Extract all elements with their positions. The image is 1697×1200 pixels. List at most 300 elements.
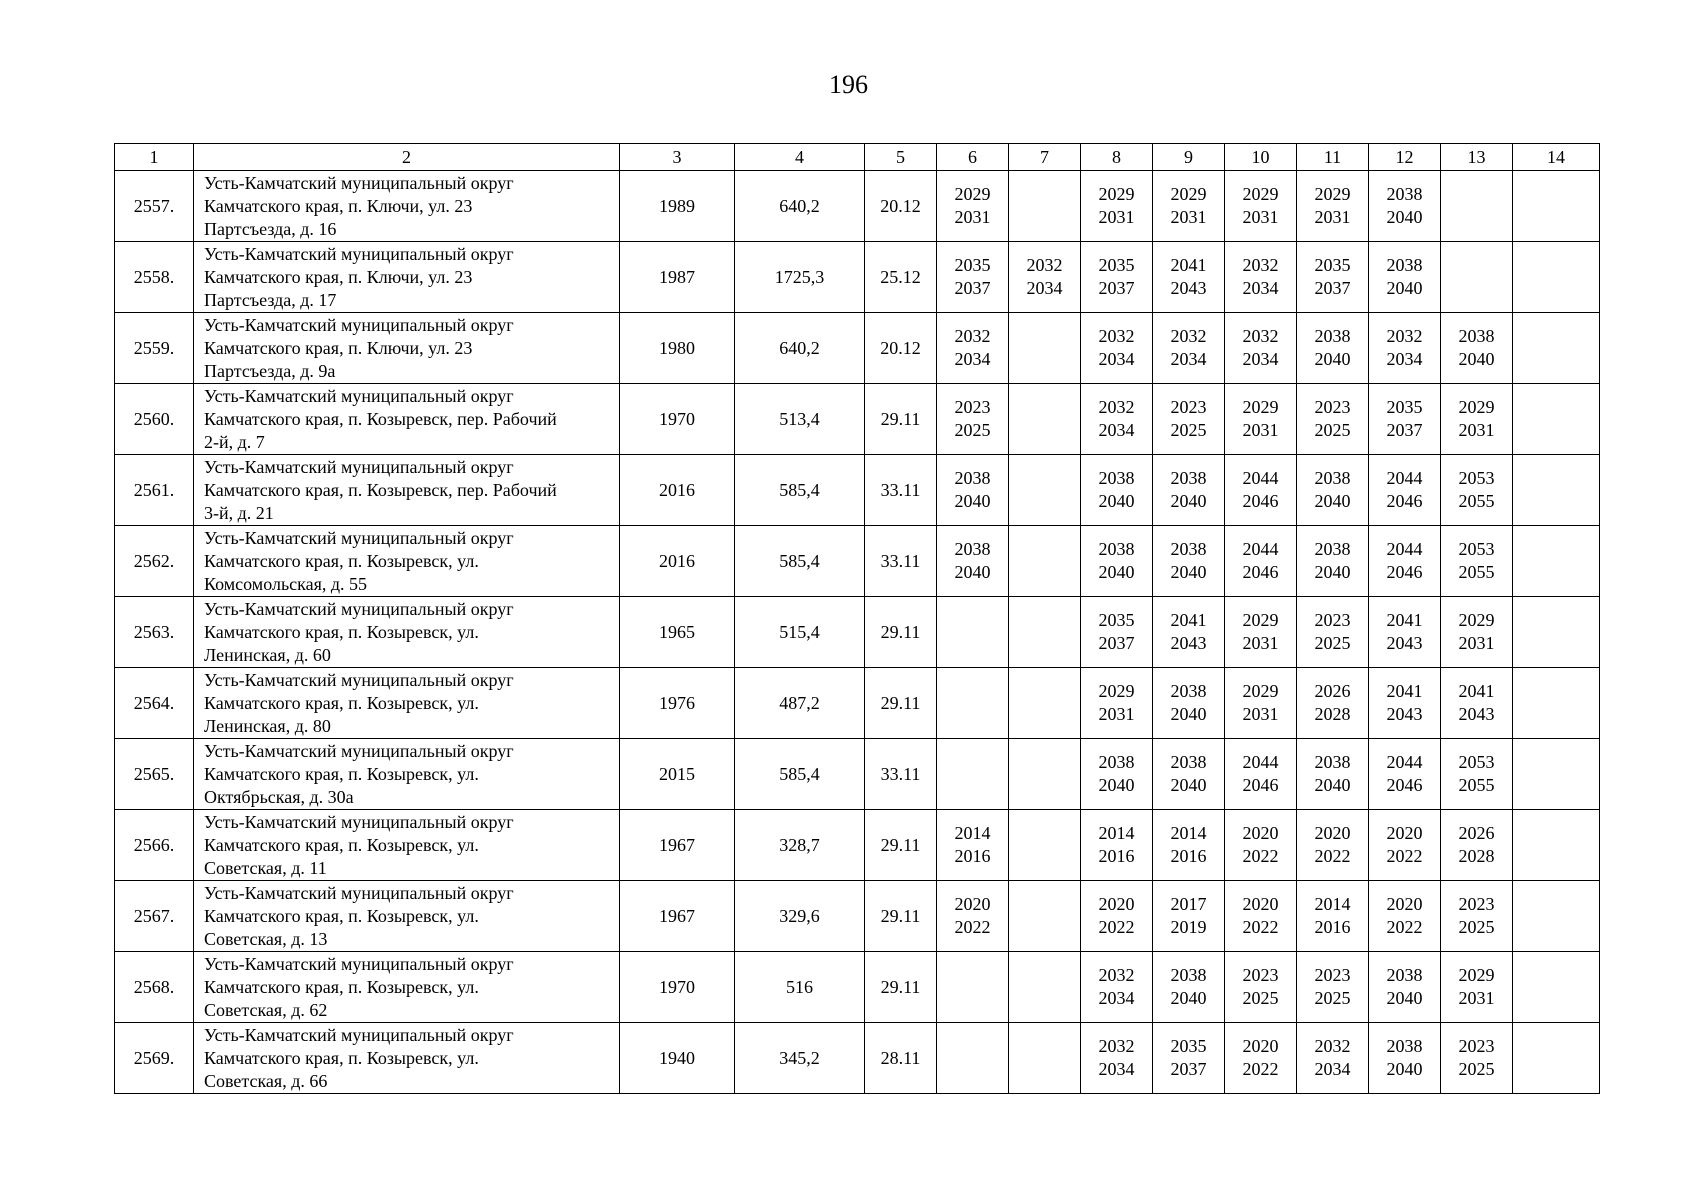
period-start-year: 2032 — [1170, 326, 1207, 346]
period-end-year: 2022 — [954, 917, 991, 937]
period-start-year: 2029 — [1170, 184, 1207, 204]
period-cell-col-9 — [1153, 384, 1225, 455]
period-start-year: 2038 — [1314, 468, 1351, 488]
table-row — [115, 881, 1600, 952]
period-cell-col-11 — [1297, 526, 1369, 597]
row-number-cell: 2567. — [115, 881, 194, 952]
column-header-11: 11 — [1297, 144, 1369, 171]
address-line: Усть-Камчатский муниципальный округ — [204, 1024, 514, 1045]
area-cell: 585,4 — [735, 526, 865, 597]
area-cell: 585,4 — [735, 739, 865, 810]
period-cell-col-9 — [1153, 952, 1225, 1023]
code-cell: 20.12 — [865, 313, 937, 384]
code-cell: 33.11 — [865, 455, 937, 526]
period-end-year: 2025 — [1458, 1059, 1495, 1079]
period-cell-col-6 — [937, 455, 1009, 526]
period-cell-col-12 — [1369, 952, 1441, 1023]
period-cell-col-11 — [1297, 739, 1369, 810]
period-end-year: 2034 — [1098, 988, 1135, 1008]
code-cell: 29.11 — [865, 810, 937, 881]
code-cell: 20.12 — [865, 171, 937, 242]
period-start-year: 2023 — [1458, 894, 1495, 914]
period-cell-col-12 — [1369, 810, 1441, 881]
period-cell-col-13 — [1441, 597, 1513, 668]
period-start-year: 2026 — [1314, 681, 1351, 701]
period-cell-col-7 — [1009, 384, 1081, 455]
period-end-year: 2022 — [1242, 917, 1279, 937]
period-start-year: 2014 — [1098, 823, 1135, 843]
area-cell: 640,2 — [735, 313, 865, 384]
code-cell: 29.11 — [865, 668, 937, 739]
period-start-year: 2041 — [1170, 610, 1207, 630]
period-start-year: 2038 — [1458, 326, 1495, 346]
period-end-year: 2034 — [1314, 1059, 1351, 1079]
period-cell-col-8 — [1081, 739, 1153, 810]
period-end-year: 2028 — [1314, 704, 1351, 724]
period-end-year: 2040 — [1170, 704, 1207, 724]
table-row — [115, 242, 1600, 313]
period-end-year: 2034 — [1242, 278, 1279, 298]
period-end-year: 2040 — [954, 562, 991, 582]
period-end-year: 2019 — [1170, 917, 1207, 937]
period-cell-col-12 — [1369, 384, 1441, 455]
period-cell-col-14 — [1513, 597, 1600, 668]
address-cell — [194, 242, 620, 313]
address-line: Усть-Камчатский муниципальный округ — [204, 598, 514, 619]
area-cell: 640,2 — [735, 171, 865, 242]
code-cell: 29.11 — [865, 597, 937, 668]
period-cell-col-6 — [937, 739, 1009, 810]
period-end-year: 2025 — [1314, 420, 1351, 440]
build-year-cell: 2015 — [620, 739, 735, 810]
period-cell-col-12 — [1369, 597, 1441, 668]
period-cell-col-13 — [1441, 384, 1513, 455]
address-line: Усть-Камчатский муниципальный округ — [204, 953, 514, 974]
period-end-year: 2037 — [1386, 420, 1423, 440]
period-start-year: 2020 — [1098, 894, 1135, 914]
period-cell-col-11 — [1297, 171, 1369, 242]
period-cell-col-6 — [937, 810, 1009, 881]
address-line: Камчатского края, п. Ключи, ул. 23 — [204, 195, 473, 216]
period-cell-col-10 — [1225, 1023, 1297, 1094]
period-start-year: 2041 — [1386, 610, 1423, 630]
column-header-2: 2 — [194, 144, 620, 171]
period-cell-col-14 — [1513, 1023, 1600, 1094]
table-row — [115, 455, 1600, 526]
period-end-year: 2031 — [954, 207, 991, 227]
period-end-year: 2043 — [1170, 633, 1207, 653]
period-cell-col-10 — [1225, 810, 1297, 881]
period-cell-col-8 — [1081, 1023, 1153, 1094]
address-cell — [194, 739, 620, 810]
period-start-year: 2038 — [1170, 468, 1207, 488]
period-cell-col-11 — [1297, 384, 1369, 455]
period-cell-col-14 — [1513, 455, 1600, 526]
period-cell-col-12 — [1369, 668, 1441, 739]
period-end-year: 2046 — [1242, 491, 1279, 511]
period-end-year: 2046 — [1242, 775, 1279, 795]
period-cell-col-8 — [1081, 242, 1153, 313]
period-start-year: 2032 — [1098, 326, 1135, 346]
address-line: Камчатского края, п. Козыревск, ул. — [204, 692, 479, 713]
period-start-year: 2032 — [1098, 1036, 1135, 1056]
period-start-year: 2044 — [1386, 752, 1423, 772]
period-cell-col-14 — [1513, 668, 1600, 739]
table-row — [115, 668, 1600, 739]
address-line: Советская, д. 62 — [204, 999, 328, 1020]
period-cell-col-13 — [1441, 455, 1513, 526]
row-number-cell: 2557. — [115, 171, 194, 242]
period-cell-col-9 — [1153, 597, 1225, 668]
period-cell-col-12 — [1369, 881, 1441, 952]
row-number-cell: 2569. — [115, 1023, 194, 1094]
period-end-year: 2016 — [1170, 846, 1207, 866]
period-end-year: 2022 — [1386, 917, 1423, 937]
address-line: Усть-Камчатский муниципальный округ — [204, 243, 514, 264]
table-row — [115, 952, 1600, 1023]
row-number-cell: 2568. — [115, 952, 194, 1023]
period-cell-col-9 — [1153, 313, 1225, 384]
period-cell-col-10 — [1225, 597, 1297, 668]
period-start-year: 2023 — [954, 397, 991, 417]
period-cell-col-11 — [1297, 597, 1369, 668]
period-cell-col-10 — [1225, 526, 1297, 597]
period-cell-col-13 — [1441, 242, 1513, 313]
period-start-year: 2020 — [1242, 823, 1279, 843]
period-end-year: 2031 — [1242, 704, 1279, 724]
period-start-year: 2038 — [1314, 539, 1351, 559]
period-end-year: 2016 — [1098, 846, 1135, 866]
period-end-year: 2037 — [1314, 278, 1351, 298]
period-cell-col-14 — [1513, 810, 1600, 881]
table-row — [115, 171, 1600, 242]
period-cell-col-7 — [1009, 881, 1081, 952]
address-line: Камчатского края, п. Козыревск, ул. — [204, 621, 479, 642]
address-line: Усть-Камчатский муниципальный округ — [204, 456, 514, 477]
address-line: Партсъезда, д. 9а — [204, 360, 336, 381]
period-cell-col-12 — [1369, 455, 1441, 526]
table-row — [115, 526, 1600, 597]
address-line: Комсомольская, д. 55 — [204, 573, 368, 594]
period-end-year: 2025 — [1314, 988, 1351, 1008]
period-cell-col-11 — [1297, 242, 1369, 313]
area-cell: 513,4 — [735, 384, 865, 455]
build-year-cell: 1987 — [620, 242, 735, 313]
address-line: Партсъезда, д. 17 — [204, 289, 337, 310]
period-cell-col-13 — [1441, 1023, 1513, 1094]
code-cell: 33.11 — [865, 526, 937, 597]
period-end-year: 2040 — [1170, 988, 1207, 1008]
address-cell — [194, 455, 620, 526]
period-start-year: 2038 — [1386, 184, 1423, 204]
column-number-header-row — [115, 144, 1600, 171]
period-end-year: 2040 — [1314, 491, 1351, 511]
period-cell-col-10 — [1225, 242, 1297, 313]
period-start-year: 2044 — [1242, 539, 1279, 559]
period-cell-col-6 — [937, 668, 1009, 739]
period-cell-col-7 — [1009, 313, 1081, 384]
period-end-year: 2031 — [1242, 207, 1279, 227]
period-cell-col-9 — [1153, 810, 1225, 881]
period-start-year: 2032 — [1386, 326, 1423, 346]
period-start-year: 2014 — [954, 823, 991, 843]
address-cell — [194, 384, 620, 455]
address-cell — [194, 171, 620, 242]
period-cell-col-6 — [937, 242, 1009, 313]
period-end-year: 2040 — [1098, 491, 1135, 511]
address-line: Усть-Камчатский муниципальный округ — [204, 172, 514, 193]
period-cell-col-7 — [1009, 526, 1081, 597]
build-year-cell: 1965 — [620, 597, 735, 668]
period-cell-col-11 — [1297, 668, 1369, 739]
period-start-year: 2014 — [1314, 894, 1351, 914]
period-end-year: 2034 — [1242, 349, 1279, 369]
address-line: Усть-Камчатский муниципальный округ — [204, 314, 514, 335]
address-line: Усть-Камчатский муниципальный округ — [204, 385, 514, 406]
row-number-cell: 2563. — [115, 597, 194, 668]
period-start-year: 2044 — [1386, 468, 1423, 488]
period-end-year: 2037 — [1098, 278, 1135, 298]
period-cell-col-13 — [1441, 171, 1513, 242]
period-start-year: 2029 — [1242, 184, 1279, 204]
period-cell-col-7 — [1009, 171, 1081, 242]
address-line: Советская, д. 11 — [204, 857, 327, 878]
period-cell-col-8 — [1081, 810, 1153, 881]
row-number-cell: 2566. — [115, 810, 194, 881]
address-line: 2-й, д. 7 — [204, 431, 265, 452]
period-end-year: 2028 — [1458, 846, 1495, 866]
period-cell-col-11 — [1297, 455, 1369, 526]
period-cell-col-11 — [1297, 313, 1369, 384]
period-cell-col-8 — [1081, 881, 1153, 952]
period-end-year: 2040 — [1386, 988, 1423, 1008]
area-cell: 329,6 — [735, 881, 865, 952]
period-end-year: 2022 — [1314, 846, 1351, 866]
period-start-year: 2029 — [954, 184, 991, 204]
address-line: Камчатского края, п. Козыревск, ул. — [204, 905, 479, 926]
period-cell-col-13 — [1441, 313, 1513, 384]
period-cell-col-13 — [1441, 952, 1513, 1023]
period-cell-col-6 — [937, 313, 1009, 384]
period-cell-col-8 — [1081, 668, 1153, 739]
area-cell: 515,4 — [735, 597, 865, 668]
period-start-year: 2020 — [1242, 1036, 1279, 1056]
address-line: Камчатского края, п. Козыревск, пер. Рабочий — [204, 479, 557, 500]
period-end-year: 2016 — [954, 846, 991, 866]
period-end-year: 2037 — [954, 278, 991, 298]
period-start-year: 2029 — [1098, 184, 1135, 204]
period-end-year: 2025 — [1458, 917, 1495, 937]
table-row — [115, 810, 1600, 881]
period-cell-col-8 — [1081, 526, 1153, 597]
address-line: Советская, д. 66 — [204, 1070, 328, 1091]
period-end-year: 2040 — [1386, 1059, 1423, 1079]
period-cell-col-11 — [1297, 952, 1369, 1023]
period-cell-col-11 — [1297, 810, 1369, 881]
period-cell-col-6 — [937, 881, 1009, 952]
period-cell-col-7 — [1009, 952, 1081, 1023]
period-cell-col-14 — [1513, 739, 1600, 810]
period-cell-col-13 — [1441, 881, 1513, 952]
period-cell-col-6 — [937, 384, 1009, 455]
column-header-1: 1 — [115, 144, 194, 171]
row-number-cell: 2565. — [115, 739, 194, 810]
period-start-year: 2053 — [1458, 752, 1495, 772]
address-line: 3-й, д. 21 — [204, 502, 274, 523]
period-start-year: 2041 — [1170, 255, 1207, 275]
period-end-year: 2031 — [1098, 207, 1135, 227]
address-cell — [194, 952, 620, 1023]
period-end-year: 2055 — [1458, 562, 1495, 582]
address-line: Ленинская, д. 80 — [204, 715, 331, 736]
period-end-year: 2025 — [1314, 633, 1351, 653]
period-start-year: 2029 — [1242, 397, 1279, 417]
period-end-year: 2040 — [1170, 775, 1207, 795]
period-cell-col-8 — [1081, 597, 1153, 668]
build-year-cell: 1970 — [620, 384, 735, 455]
address-line: Камчатского края, п. Козыревск, ул. — [204, 1047, 479, 1068]
period-end-year: 2031 — [1458, 420, 1495, 440]
build-year-cell: 1940 — [620, 1023, 735, 1094]
table-row — [115, 1023, 1600, 1094]
address-cell — [194, 668, 620, 739]
period-cell-col-6 — [937, 1023, 1009, 1094]
period-start-year: 2035 — [1098, 255, 1135, 275]
period-start-year: 2038 — [954, 468, 991, 488]
address-line: Камчатского края, п. Ключи, ул. 23 — [204, 337, 473, 358]
period-start-year: 2038 — [1170, 965, 1207, 985]
period-start-year: 2032 — [1098, 965, 1135, 985]
period-end-year: 2031 — [1314, 207, 1351, 227]
row-number-cell: 2560. — [115, 384, 194, 455]
address-line: Усть-Камчатский муниципальный округ — [204, 669, 514, 690]
area-cell: 328,7 — [735, 810, 865, 881]
table-row — [115, 597, 1600, 668]
period-start-year: 2044 — [1242, 752, 1279, 772]
row-number-cell: 2558. — [115, 242, 194, 313]
period-start-year: 2023 — [1314, 965, 1351, 985]
period-start-year: 2029 — [1458, 397, 1495, 417]
period-cell-col-14 — [1513, 242, 1600, 313]
row-number-cell: 2561. — [115, 455, 194, 526]
period-cell-col-8 — [1081, 313, 1153, 384]
period-cell-col-10 — [1225, 171, 1297, 242]
period-cell-col-9 — [1153, 526, 1225, 597]
build-year-cell: 1980 — [620, 313, 735, 384]
build-year-cell: 1967 — [620, 881, 735, 952]
period-start-year: 2038 — [1386, 965, 1423, 985]
period-end-year: 2034 — [954, 349, 991, 369]
period-cell-col-12 — [1369, 313, 1441, 384]
code-cell: 28.11 — [865, 1023, 937, 1094]
period-cell-col-14 — [1513, 881, 1600, 952]
period-end-year: 2022 — [1386, 846, 1423, 866]
code-cell: 33.11 — [865, 739, 937, 810]
column-header-6: 6 — [937, 144, 1009, 171]
period-end-year: 2040 — [954, 491, 991, 511]
period-start-year: 2017 — [1170, 894, 1207, 914]
period-cell-col-11 — [1297, 1023, 1369, 1094]
column-header-4: 4 — [735, 144, 865, 171]
period-end-year: 2034 — [1170, 349, 1207, 369]
address-line: Октябрьская, д. 30а — [204, 786, 354, 807]
period-start-year: 2029 — [1458, 610, 1495, 630]
build-year-cell: 2016 — [620, 526, 735, 597]
address-cell — [194, 1023, 620, 1094]
period-start-year: 2038 — [1386, 1036, 1423, 1056]
area-cell: 585,4 — [735, 455, 865, 526]
period-end-year: 2055 — [1458, 775, 1495, 795]
address-line: Камчатского края, п. Ключи, ул. 23 — [204, 266, 473, 287]
period-start-year: 2053 — [1458, 468, 1495, 488]
period-start-year: 2032 — [1242, 255, 1279, 275]
period-cell-col-7 — [1009, 810, 1081, 881]
column-header-10: 10 — [1225, 144, 1297, 171]
area-cell: 345,2 — [735, 1023, 865, 1094]
address-line: Усть-Камчатский муниципальный округ — [204, 740, 514, 761]
address-cell — [194, 810, 620, 881]
period-start-year: 2020 — [1242, 894, 1279, 914]
address-line: Партсъезда, д. 16 — [204, 218, 337, 239]
period-cell-col-7 — [1009, 1023, 1081, 1094]
period-cell-col-13 — [1441, 810, 1513, 881]
period-end-year: 2040 — [1314, 775, 1351, 795]
period-cell-col-13 — [1441, 526, 1513, 597]
period-cell-col-12 — [1369, 171, 1441, 242]
period-start-year: 2038 — [1098, 752, 1135, 772]
address-cell — [194, 597, 620, 668]
period-cell-col-12 — [1369, 242, 1441, 313]
period-start-year: 2038 — [1098, 539, 1135, 559]
period-cell-col-6 — [937, 171, 1009, 242]
period-end-year: 2031 — [1458, 988, 1495, 1008]
period-end-year: 2025 — [1170, 420, 1207, 440]
period-end-year: 2040 — [1386, 278, 1423, 298]
period-cell-col-8 — [1081, 171, 1153, 242]
period-start-year: 2029 — [1242, 610, 1279, 630]
period-cell-col-9 — [1153, 668, 1225, 739]
period-end-year: 2040 — [1314, 562, 1351, 582]
column-header-5: 5 — [865, 144, 937, 171]
period-end-year: 2046 — [1386, 562, 1423, 582]
column-header-8: 8 — [1081, 144, 1153, 171]
period-cell-col-9 — [1153, 455, 1225, 526]
period-start-year: 2032 — [1098, 397, 1135, 417]
row-number-cell: 2559. — [115, 313, 194, 384]
period-start-year: 2035 — [954, 255, 991, 275]
period-end-year: 2040 — [1314, 349, 1351, 369]
period-cell-col-9 — [1153, 881, 1225, 952]
period-start-year: 2029 — [1458, 965, 1495, 985]
period-cell-col-12 — [1369, 1023, 1441, 1094]
period-end-year: 2040 — [1170, 491, 1207, 511]
period-end-year: 2040 — [1170, 562, 1207, 582]
period-start-year: 2032 — [1242, 326, 1279, 346]
period-cell-col-10 — [1225, 455, 1297, 526]
area-cell: 487,2 — [735, 668, 865, 739]
address-cell — [194, 881, 620, 952]
period-end-year: 2034 — [1386, 349, 1423, 369]
row-number-cell: 2562. — [115, 526, 194, 597]
column-header-12: 12 — [1369, 144, 1441, 171]
build-year-cell: 1989 — [620, 171, 735, 242]
period-start-year: 2029 — [1242, 681, 1279, 701]
period-start-year: 2029 — [1098, 681, 1135, 701]
period-start-year: 2014 — [1170, 823, 1207, 843]
address-cell — [194, 313, 620, 384]
period-cell-col-12 — [1369, 739, 1441, 810]
code-cell: 29.11 — [865, 384, 937, 455]
